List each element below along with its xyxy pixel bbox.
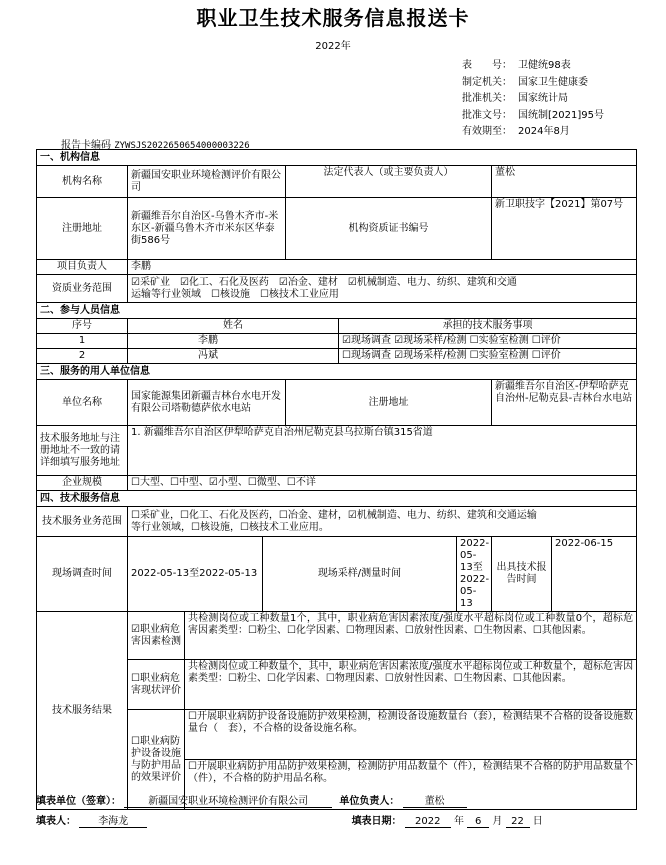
section-4-title: 四、技术服务信息 bbox=[37, 491, 637, 507]
staff-items: ☐现场调查 ☑现场采样/检测 ☐实验室检测 ☐评价 bbox=[339, 349, 637, 364]
project-lead-label: 项目负责人 bbox=[37, 260, 128, 275]
meta-row bbox=[462, 58, 604, 75]
year-char: 年 bbox=[453, 816, 464, 827]
org-address: 新疆维吾尔自治区-乌鲁木齐市-米东区-新疆乌鲁木齐市米东区华泰街586号 bbox=[128, 198, 286, 260]
report-time: 2022-06-15 bbox=[552, 537, 637, 612]
qualification-scope-line: ☑采矿业 ☑化工、石化及医药 ☑冶金、建材 ☑机械制造、电力、纺织、建筑和交通 bbox=[131, 276, 517, 288]
client-address: 新疆维吾尔自治区-伊犁哈萨克自治州-尼勒克县-吉林台水电站 bbox=[492, 380, 637, 426]
org-address-label: 注册地址 bbox=[37, 198, 128, 260]
service-scope-label: 技术服务业务范围 bbox=[37, 507, 128, 537]
unit-head-label: 单位负责人： bbox=[339, 796, 400, 807]
table-row bbox=[37, 349, 637, 364]
meta-row bbox=[462, 124, 604, 141]
service-address: 1. 新疆维吾尔自治区伊犁哈萨克自治州尼勒克县乌拉斯台镇315省道 bbox=[128, 426, 637, 476]
footer-row-1 bbox=[36, 792, 467, 808]
result-2: 共检测岗位或工种数量个，其中，职业病危害因素浓度/强度水平超标岗位或工种数量个，超标危害因素类型：☐粉尘、☐化学因素、☐物理因素、☐放射性因素、☐生物因素、☐其他因素。 bbox=[185, 660, 637, 710]
staff-name: 冯斌 bbox=[128, 349, 339, 364]
meta-value: 2024年8月 bbox=[518, 126, 570, 137]
sampling-time: 2022-05-13至2022-05-13 bbox=[457, 537, 492, 612]
report-code-value: ZYWSJS2022650654000003226 bbox=[114, 141, 250, 151]
company-size: ☐大型、☐中型、☑小型、☐微型、☐不详 bbox=[128, 476, 637, 491]
staff-items: ☑现场调查 ☑现场采样/检测 ☐实验室检测 ☐评价 bbox=[339, 334, 637, 349]
report-time-label: 出具技术报告时间 bbox=[492, 537, 552, 612]
staff-name: 李鹏 bbox=[128, 334, 339, 349]
survey-time: 2022-05-13至2022-05-13 bbox=[128, 537, 263, 612]
meta-value: 卫健统98表 bbox=[518, 60, 571, 71]
legal-rep-label: 法定代表人（或主要负责人） bbox=[286, 166, 492, 198]
fill-date-label: 填表日期： bbox=[351, 816, 402, 827]
staff-header-items: 承担的技术服务事项 bbox=[339, 319, 637, 334]
qualification-scope-label: 资质业务范围 bbox=[37, 275, 128, 303]
org-name: 新疆国安职业环境检测评价有限公司 bbox=[128, 166, 286, 198]
cert-number-label: 机构资质证书编号 bbox=[286, 198, 492, 260]
service-address-label: 技术服务地址与注册地址不一致的请详细填写服务地址 bbox=[37, 426, 128, 476]
footer-row-2 bbox=[36, 812, 543, 828]
fill-unit-label: 填表单位（签章）： bbox=[36, 796, 121, 807]
meta-value: 国统制[2021]95号 bbox=[518, 109, 604, 121]
meta-row bbox=[462, 75, 604, 92]
qualification-scope-line: 运输等行业领域 ☐核设施 ☐核技术工业应用 bbox=[131, 288, 339, 300]
section-2-title: 二、参与人员信息 bbox=[37, 303, 637, 319]
fill-date-day: 22 bbox=[506, 816, 530, 828]
company-size-label: 企业规模 bbox=[37, 476, 128, 491]
staff-no: 2 bbox=[37, 349, 128, 364]
section-1-title: 一、机构信息 bbox=[37, 150, 637, 166]
fill-date-month: 6 bbox=[467, 816, 489, 828]
meta-value: 国家统计局 bbox=[518, 93, 568, 104]
form-year: 2022年 bbox=[315, 41, 351, 52]
service-scope-line: ☐采矿业，☐化工、石化及医药，☐冶金、建材，☑机械制造、电力、纺织、建筑和交通运输 bbox=[131, 509, 537, 521]
service-result-label: 技术服务结果 bbox=[37, 612, 128, 810]
result-3-label: ☐职业病防护设备设施与防护用品的效果评价 bbox=[128, 710, 185, 810]
meta-key: 制定机关： bbox=[462, 76, 512, 88]
meta-row bbox=[462, 91, 604, 108]
staff-header-name: 姓名 bbox=[128, 319, 339, 334]
result-1-label: ☑职业病危害因素检测 bbox=[128, 612, 185, 660]
service-scope-line: 等行业领域，☐核设施，☐核技术工业应用。 bbox=[131, 521, 329, 533]
result-1: 共检测岗位或工种数量1个，其中，职业病危害因素浓度/强度水平超标岗位或工种数量0个，超标危害因素类型：☐粉尘、☐化学因素、☐物理因素、☐放射性因素、☐生物因素、☐其他因素。 bbox=[185, 612, 637, 660]
fill-date-year: 2022 bbox=[405, 816, 451, 828]
client-address-label: 注册地址 bbox=[286, 380, 492, 426]
meta-key: 批准文号： bbox=[462, 109, 512, 121]
survey-time-label: 现场调查时间 bbox=[37, 537, 128, 612]
unit-head: 董松 bbox=[403, 792, 467, 808]
table-row bbox=[37, 334, 637, 349]
meta-value: 国家卫生健康委 bbox=[518, 76, 588, 88]
section-3-title: 三、服务的用人单位信息 bbox=[37, 364, 637, 380]
result-3a: ☐开展职业病防护设备设施防护效果检测，检测设备设施数量台（套），检测结果不合格的设备设施数量台（ 套），不合格的设备设施名称。 bbox=[185, 710, 637, 760]
form-title: 职业卫生技术服务信息报送卡 bbox=[196, 6, 470, 30]
result-3b: ☐开展职业病防护用品防护效果检测，检测防护用品数量个（件），检测结果不合格的防护用品数量个（件），不合格的防护用品名称。 bbox=[185, 760, 637, 810]
qualification-scope bbox=[128, 275, 637, 303]
meta-row bbox=[462, 108, 604, 125]
meta-key: 批准机关： bbox=[462, 93, 512, 104]
meta-key: 有效期至： bbox=[462, 126, 512, 137]
cert-number: 新卫职技字【2021】第07号 bbox=[492, 198, 637, 260]
staff-header-no: 序号 bbox=[37, 319, 128, 334]
filler-label: 填表人： bbox=[36, 816, 76, 827]
info-table bbox=[36, 149, 637, 810]
filler: 李海龙 bbox=[79, 812, 147, 828]
section-header bbox=[37, 150, 637, 166]
service-scope bbox=[128, 507, 637, 537]
result-2-label: ☐职业病危害现状评价 bbox=[128, 660, 185, 710]
project-lead: 李鹏 bbox=[128, 260, 637, 275]
month-char: 月 bbox=[492, 816, 503, 827]
staff-no: 1 bbox=[37, 334, 128, 349]
fill-unit: 新疆国安职业环境检测评价有限公司 bbox=[124, 792, 332, 808]
meta-key: 表 号： bbox=[462, 60, 512, 71]
org-name-label: 机构名称 bbox=[37, 166, 128, 198]
client-name: 国家能源集团新疆吉林台水电开发有限公司塔勒德萨依水电站 bbox=[128, 380, 286, 426]
legal-rep: 董松 bbox=[492, 166, 637, 198]
report-code-label: 报告卡编码 bbox=[61, 140, 111, 151]
form-meta bbox=[462, 58, 604, 141]
day-char: 日 bbox=[532, 816, 543, 827]
sampling-time-label: 现场采样/测量时间 bbox=[263, 537, 457, 612]
client-name-label: 单位名称 bbox=[37, 380, 128, 426]
